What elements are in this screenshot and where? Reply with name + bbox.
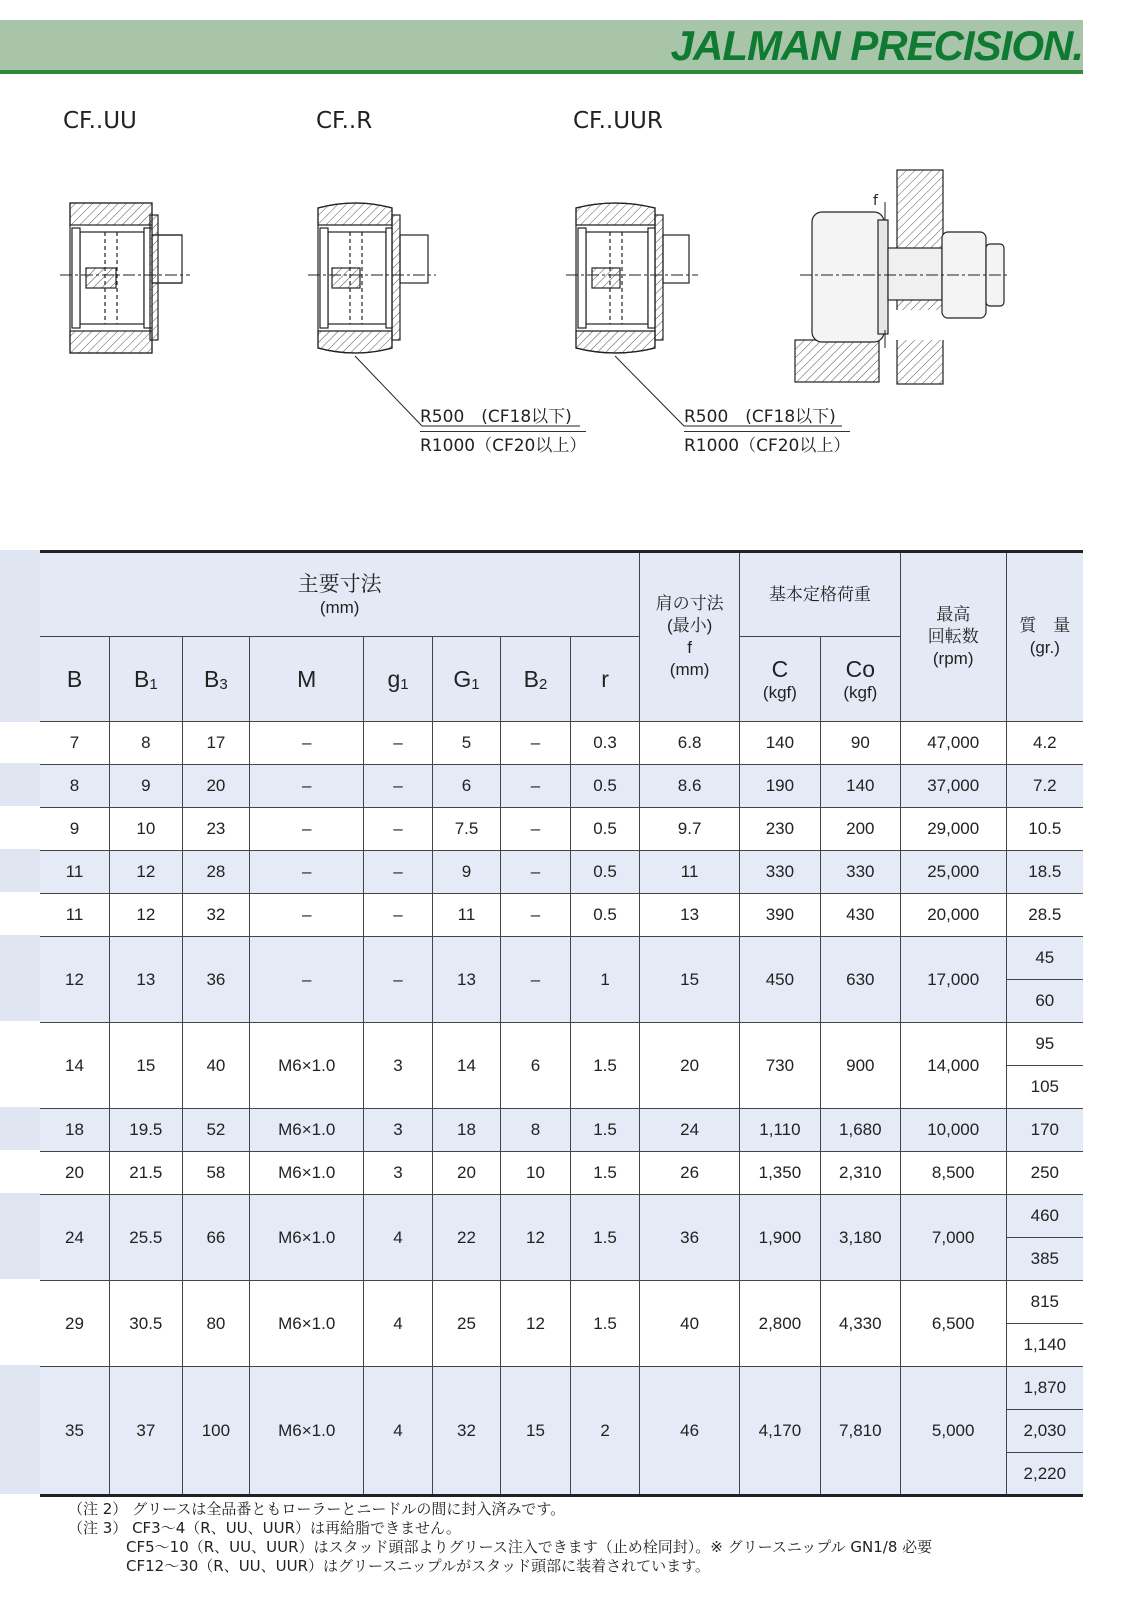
cell-mass: 250 xyxy=(1006,1152,1083,1195)
table-row xyxy=(40,1281,1083,1324)
cell-rpm: 37,000 xyxy=(900,765,1006,808)
cell-c: 390 xyxy=(739,894,820,937)
spec-table xyxy=(40,550,1083,1497)
cell-rpm: 6,500 xyxy=(900,1281,1006,1367)
cell-b1: 13 xyxy=(110,937,183,1023)
cell-g1: 18 xyxy=(432,1109,500,1152)
cell-g1: – xyxy=(364,765,432,808)
table-row xyxy=(40,1109,1083,1152)
type-label-cf-r: CF..R xyxy=(316,108,373,134)
cell-f: 40 xyxy=(640,1281,740,1367)
cell-m: M6×1.0 xyxy=(250,1152,364,1195)
cell-mass: 60 xyxy=(1006,980,1083,1023)
cell-b: 24 xyxy=(40,1195,110,1281)
cell-mass: 18.5 xyxy=(1006,851,1083,894)
cell-b3: 80 xyxy=(182,1281,249,1367)
cell-b2: 15 xyxy=(501,1367,571,1496)
cell-b: 8 xyxy=(40,765,110,808)
cell-b2: 12 xyxy=(501,1281,571,1367)
cell-m: M6×1.0 xyxy=(250,1367,364,1496)
col-header-g1-upper: $G_1$ xyxy=(432,637,500,722)
col-header-co: Co (kgf) xyxy=(820,637,900,722)
cell-r: 2 xyxy=(570,1367,640,1496)
cell-g1: – xyxy=(364,894,432,937)
left-shade-strip xyxy=(0,849,40,892)
table-row xyxy=(40,1152,1083,1195)
cell-f: 15 xyxy=(640,937,740,1023)
cell-c: 190 xyxy=(739,765,820,808)
cell-b: 11 xyxy=(40,851,110,894)
cell-rpm: 17,000 xyxy=(900,937,1006,1023)
cell-b3: 66 xyxy=(182,1195,249,1281)
cell-g1: 3 xyxy=(364,1152,432,1195)
cell-m: – xyxy=(250,765,364,808)
cell-r: 1.5 xyxy=(570,1152,640,1195)
cell-b2: 10 xyxy=(501,1152,571,1195)
cell-b: 18 xyxy=(40,1109,110,1152)
cell-rpm: 8,500 xyxy=(900,1152,1006,1195)
cell-b3: 52 xyxy=(182,1109,249,1152)
cell-rpm: 5,000 xyxy=(900,1367,1006,1496)
header-max-speed: 最高 回転数 (rpm) xyxy=(900,552,1006,722)
table-row xyxy=(40,937,1083,980)
left-shade-strip xyxy=(0,1451,40,1494)
left-shade-strip xyxy=(0,1365,40,1408)
cell-rpm: 10,000 xyxy=(900,1109,1006,1152)
cell-g1: 25 xyxy=(432,1281,500,1367)
cell-mass: 815 xyxy=(1006,1281,1083,1324)
cell-b3: 100 xyxy=(182,1367,249,1496)
cell-g1: 11 xyxy=(432,894,500,937)
cell-b2: – xyxy=(501,894,571,937)
cell-b1: 12 xyxy=(110,894,183,937)
cell-rpm: 14,000 xyxy=(900,1023,1006,1109)
cell-g1: 3 xyxy=(364,1109,432,1152)
cell-mass: 45 xyxy=(1006,937,1083,980)
cell-b3: 40 xyxy=(182,1023,249,1109)
cell-b1: 9 xyxy=(110,765,183,808)
cell-co: 7,810 xyxy=(820,1367,900,1496)
cell-b: 29 xyxy=(40,1281,110,1367)
cell-r: 0.5 xyxy=(570,851,640,894)
drawing-mounted-assembly xyxy=(795,170,1010,384)
cell-b1: 12 xyxy=(110,851,183,894)
drawing-cf-uur xyxy=(566,203,842,426)
cell-m: – xyxy=(250,851,364,894)
cell-c: 4,170 xyxy=(739,1367,820,1496)
cell-c: 730 xyxy=(739,1023,820,1109)
col-header-m: M xyxy=(250,637,364,722)
cell-b3: 58 xyxy=(182,1152,249,1195)
cell-g1: 6 xyxy=(432,765,500,808)
header-shoulder: 肩の寸法 (最小) f (mm) xyxy=(640,552,740,722)
cell-r: 1.5 xyxy=(570,1195,640,1281)
cell-m: – xyxy=(250,937,364,1023)
cell-co: 140 xyxy=(820,765,900,808)
type-label-cf-uu: CF..UU xyxy=(63,108,137,134)
cell-g1: 4 xyxy=(364,1195,432,1281)
left-shade-strip xyxy=(0,935,40,978)
footnote-3-cont-1: CF5～10（R、UU、UUR）はスタッド頭部よりグリース注入できます（止め栓同封）。※ グリースニップル GN1/8 必要 xyxy=(126,1538,933,1556)
cell-m: M6×1.0 xyxy=(250,1023,364,1109)
cell-b: 35 xyxy=(40,1367,110,1496)
cell-m: M6×1.0 xyxy=(250,1195,364,1281)
cell-f: 6.8 xyxy=(640,722,740,765)
cell-rpm: 25,000 xyxy=(900,851,1006,894)
header-mass: 質 量 (gr.) xyxy=(1006,552,1083,722)
cell-mass: 95 xyxy=(1006,1023,1083,1066)
cell-b: 20 xyxy=(40,1152,110,1195)
col-header-g1: $g_1$ xyxy=(364,637,432,722)
cell-co: 900 xyxy=(820,1023,900,1109)
cell-f: 11 xyxy=(640,851,740,894)
radius-note-uur: R500 (CF18以下) R1000（CF20以上） xyxy=(684,407,851,456)
cell-co: 3,180 xyxy=(820,1195,900,1281)
cell-co: 2,310 xyxy=(820,1152,900,1195)
col-header-b1: $B_1$ xyxy=(110,637,183,722)
cell-rpm: 20,000 xyxy=(900,894,1006,937)
cell-b1: 37 xyxy=(110,1367,183,1496)
cell-b1: 19.5 xyxy=(110,1109,183,1152)
left-shade-strip xyxy=(0,550,40,722)
cell-b1: 8 xyxy=(110,722,183,765)
cell-f: 36 xyxy=(640,1195,740,1281)
cell-f: 20 xyxy=(640,1023,740,1109)
cell-b2: – xyxy=(501,851,571,894)
cell-mass: 10.5 xyxy=(1006,808,1083,851)
cell-rpm: 7,000 xyxy=(900,1195,1006,1281)
cell-c: 1,900 xyxy=(739,1195,820,1281)
cell-m: M6×1.0 xyxy=(250,1281,364,1367)
cell-b3: 20 xyxy=(182,765,249,808)
cell-mass: 28.5 xyxy=(1006,894,1083,937)
cell-r: 0.5 xyxy=(570,765,640,808)
cell-b1: 10 xyxy=(110,808,183,851)
cell-b: 11 xyxy=(40,894,110,937)
cell-co: 630 xyxy=(820,937,900,1023)
cell-b2: 8 xyxy=(501,1109,571,1152)
cell-g1: 5 xyxy=(432,722,500,765)
col-header-b3: $B_3$ xyxy=(182,637,249,722)
cell-b2: 6 xyxy=(501,1023,571,1109)
left-shade-strip xyxy=(0,1408,40,1451)
cell-r: 1.5 xyxy=(570,1109,640,1152)
cell-g1: – xyxy=(364,851,432,894)
col-header-c: C (kgf) xyxy=(739,637,820,722)
cell-b3: 17 xyxy=(182,722,249,765)
cell-g1: 7.5 xyxy=(432,808,500,851)
cell-g1: – xyxy=(364,722,432,765)
cell-f: 24 xyxy=(640,1109,740,1152)
table-row xyxy=(40,1195,1083,1238)
cell-r: 1 xyxy=(570,937,640,1023)
cell-m: – xyxy=(250,722,364,765)
table-row xyxy=(40,765,1083,808)
cell-c: 450 xyxy=(739,937,820,1023)
cell-mass: 460 xyxy=(1006,1195,1083,1238)
cell-b3: 23 xyxy=(182,808,249,851)
drawing-cf-r xyxy=(308,203,580,426)
cell-g1: 22 xyxy=(432,1195,500,1281)
cell-b2: 12 xyxy=(501,1195,571,1281)
table-row xyxy=(40,808,1083,851)
cell-mass: 170 xyxy=(1006,1109,1083,1152)
col-header-b: B xyxy=(40,637,110,722)
cell-mass: 4.2 xyxy=(1006,722,1083,765)
cell-mass: 385 xyxy=(1006,1238,1083,1281)
table-row xyxy=(40,894,1083,937)
cell-c: 1,110 xyxy=(739,1109,820,1152)
left-shade-strip xyxy=(0,763,40,806)
cell-c: 230 xyxy=(739,808,820,851)
cell-r: 0.5 xyxy=(570,894,640,937)
cell-g1: 32 xyxy=(432,1367,500,1496)
cell-g1: – xyxy=(364,937,432,1023)
cell-b: 12 xyxy=(40,937,110,1023)
cell-b1: 25.5 xyxy=(110,1195,183,1281)
cell-f: 46 xyxy=(640,1367,740,1496)
cell-b3: 32 xyxy=(182,894,249,937)
col-header-r: r xyxy=(570,637,640,722)
cell-c: 2,800 xyxy=(739,1281,820,1367)
cell-c: 140 xyxy=(739,722,820,765)
cell-mass: 2,220 xyxy=(1006,1453,1083,1496)
cell-g1: 20 xyxy=(432,1152,500,1195)
cell-mass: 1,140 xyxy=(1006,1324,1083,1367)
cell-co: 330 xyxy=(820,851,900,894)
cell-f: 9.7 xyxy=(640,808,740,851)
cell-mass: 1,870 xyxy=(1006,1367,1083,1410)
footnotes xyxy=(68,1500,932,1576)
table-row xyxy=(40,722,1083,765)
header-main-dimensions: 主要寸法 (mm) xyxy=(40,552,640,637)
footnote-2: （注 2） グリースは全品番ともローラーとニードルの間に封入済みです。 xyxy=(68,1500,566,1518)
cell-m: – xyxy=(250,894,364,937)
left-shade-strip xyxy=(0,1236,40,1279)
header-banner xyxy=(0,20,1083,74)
cell-b2: – xyxy=(501,765,571,808)
cell-b: 9 xyxy=(40,808,110,851)
cell-g1: – xyxy=(364,808,432,851)
cell-b2: – xyxy=(501,937,571,1023)
shoulder-f-label: f xyxy=(873,193,878,209)
cell-m: M6×1.0 xyxy=(250,1109,364,1152)
cell-co: 200 xyxy=(820,808,900,851)
cell-b2: – xyxy=(501,722,571,765)
cell-mass: 105 xyxy=(1006,1066,1083,1109)
cell-b1: 30.5 xyxy=(110,1281,183,1367)
cell-m: – xyxy=(250,808,364,851)
left-shade-strip xyxy=(0,978,40,1021)
cell-b1: 15 xyxy=(110,1023,183,1109)
cell-g1: 4 xyxy=(364,1367,432,1496)
table-row xyxy=(40,1367,1083,1410)
cell-g1: 3 xyxy=(364,1023,432,1109)
cell-f: 13 xyxy=(640,894,740,937)
cell-mass: 7.2 xyxy=(1006,765,1083,808)
cell-co: 1,680 xyxy=(820,1109,900,1152)
cell-b3: 36 xyxy=(182,937,249,1023)
footnote-3: （注 3） CF3～4（R、UU、UUR）は再給脂できません。 xyxy=(68,1519,461,1537)
radius-note-r: R500 (CF18以下) R1000（CF20以上） xyxy=(420,407,587,456)
cell-c: 1,350 xyxy=(739,1152,820,1195)
cell-b: 14 xyxy=(40,1023,110,1109)
cell-r: 0.3 xyxy=(570,722,640,765)
cell-b2: – xyxy=(501,808,571,851)
cell-b: 7 xyxy=(40,722,110,765)
cell-f: 26 xyxy=(640,1152,740,1195)
table-row xyxy=(40,851,1083,894)
cell-g1: 14 xyxy=(432,1023,500,1109)
cell-c: 330 xyxy=(739,851,820,894)
cell-co: 90 xyxy=(820,722,900,765)
cell-f: 8.6 xyxy=(640,765,740,808)
cell-r: 1.5 xyxy=(570,1023,640,1109)
left-shade-strip xyxy=(0,1193,40,1236)
col-header-b2: $B_2$ xyxy=(501,637,571,722)
cell-r: 0.5 xyxy=(570,808,640,851)
drawing-cf-uu xyxy=(60,203,190,353)
cell-g1: 13 xyxy=(432,937,500,1023)
cell-b3: 28 xyxy=(182,851,249,894)
cell-co: 4,330 xyxy=(820,1281,900,1367)
brand-logo: JALMAN PRECISION. xyxy=(670,22,1083,69)
cell-g1: 4 xyxy=(364,1281,432,1367)
cell-b1: 21.5 xyxy=(110,1152,183,1195)
header-basic-load-rating: 基本定格荷重 xyxy=(739,552,900,637)
cell-g1: 9 xyxy=(432,851,500,894)
type-label-cf-uur: CF..UUR xyxy=(573,108,663,134)
cell-co: 430 xyxy=(820,894,900,937)
left-shade-strip xyxy=(0,1107,40,1150)
cell-mass: 2,030 xyxy=(1006,1410,1083,1453)
table-row xyxy=(40,1023,1083,1066)
cell-rpm: 47,000 xyxy=(900,722,1006,765)
cell-r: 1.5 xyxy=(570,1281,640,1367)
cell-rpm: 29,000 xyxy=(900,808,1006,851)
footnote-3-cont-2: CF12～30（R、UU、UUR）はグリースニップルがスタッド頭部に装着されています。 xyxy=(126,1557,710,1575)
